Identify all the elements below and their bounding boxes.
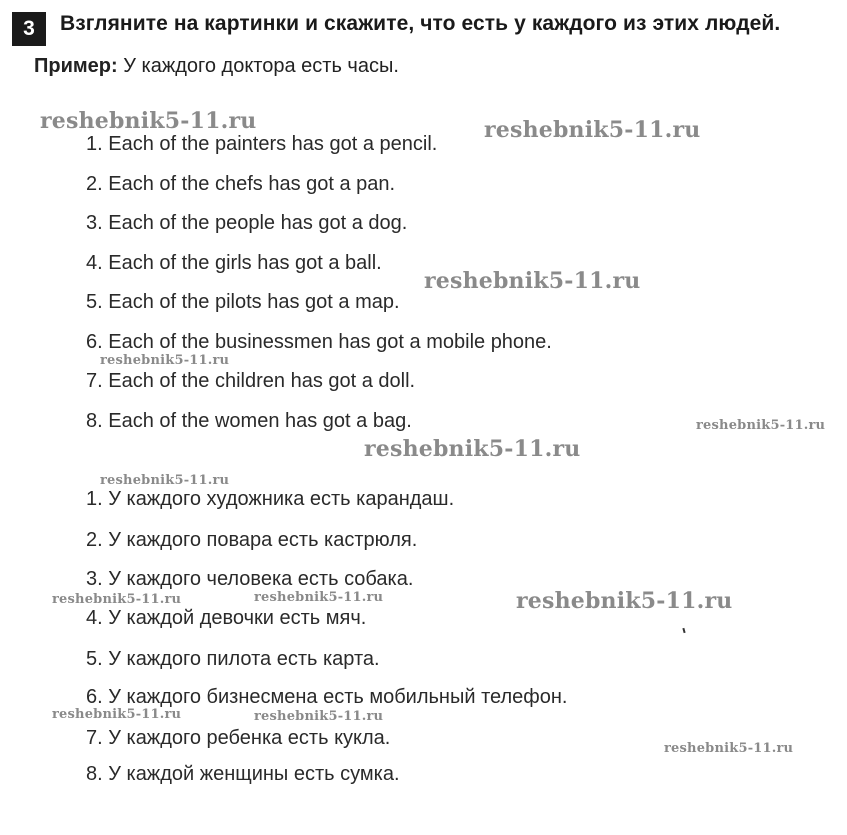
example-text: У каждого доктора есть часы. [117,55,399,77]
watermark: reshebnik5-11.ru [100,473,230,488]
answer-en-1: 1. Each of the painters has got a pencil. [86,133,438,155]
answer-ru-1: 1. У каждого художника есть карандаш. [86,488,455,510]
watermark: reshebnik5-11.ru [100,353,230,368]
watermark: reshebnik5-11.ru [52,592,182,607]
answer-en-5: 5. Each of the pilots has got a map. [86,291,400,313]
watermark: reshebnik5-11.ru [696,418,826,433]
watermark: reshebnik5-11.ru [254,709,384,724]
watermark: reshebnik5-11.ru [516,588,733,614]
answer-en-7: 7. Each of the children has got a doll. [86,370,416,392]
answer-en-8: 8. Each of the women has got a bag. [86,410,412,432]
watermark: reshebnik5-11.ru [364,436,581,462]
answer-ru-3: 3. У каждого человека есть собака. [86,568,414,590]
watermark: reshebnik5-11.ru [424,268,641,294]
ink-speck [682,628,685,633]
answer-ru-2: 2. У каждого повара есть кастрюля. [86,529,418,551]
watermark: reshebnik5-11.ru [254,590,384,605]
answer-ru-5: 5. У каждого пилота есть карта. [86,648,380,670]
answer-en-2: 2. Each of the chefs has got a pan. [86,173,396,195]
answer-ru-7: 7. У каждого ребенка есть кукла. [86,727,391,749]
example-label: Пример: [34,55,118,77]
answer-en-6: 6. Each of the businessmen has got a mobile phone. [86,331,552,353]
example-line [34,55,399,78]
watermark: reshebnik5-11.ru [52,707,182,722]
task-number-badge: 3 [12,12,46,46]
watermark: reshebnik5-11.ru [664,741,794,756]
answer-ru-8: 8. У каждой женщины есть сумка. [86,763,400,785]
watermark: reshebnik5-11.ru [40,108,257,134]
watermark: reshebnik5-11.ru [484,117,701,143]
answer-en-3: 3. Each of the people has got a dog. [86,212,408,234]
answer-ru-6: 6. У каждого бизнесмена есть мобильный телефон. [86,686,568,708]
answer-ru-4: 4. У каждой девочки есть мяч. [86,607,367,629]
task-title: Взгляните на картинки и скажите, что есть у каждого из этих людей. [60,12,781,35]
answer-en-4: 4. Each of the girls has got a ball. [86,252,382,274]
